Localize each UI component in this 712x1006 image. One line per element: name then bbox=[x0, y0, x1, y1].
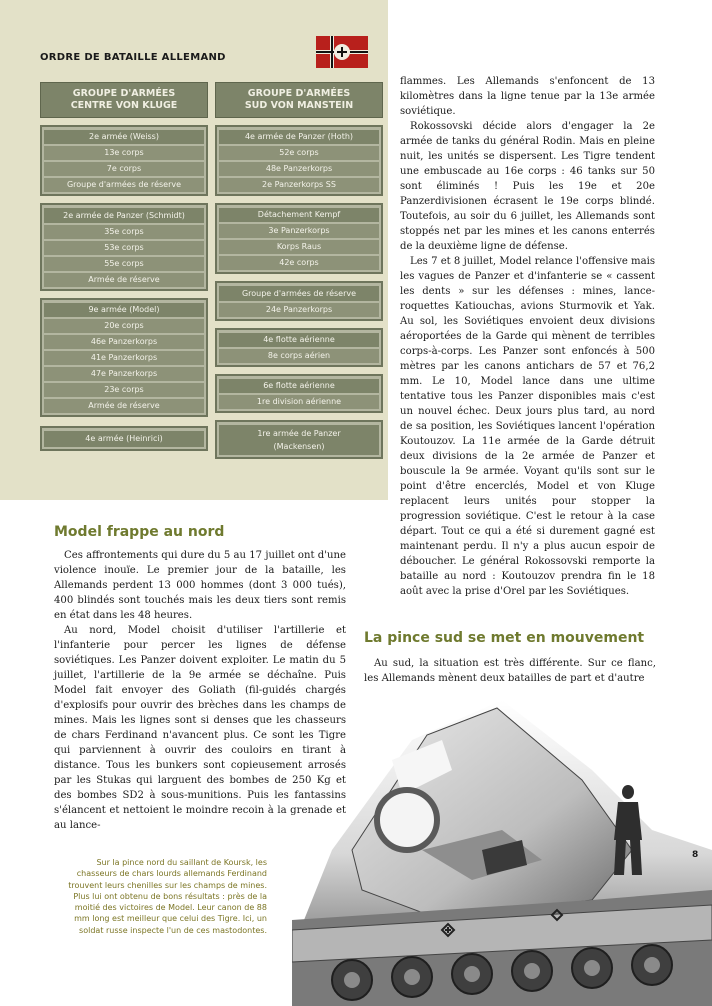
article-right-top bbox=[400, 74, 655, 599]
unit-row: 9e armée (Model) bbox=[44, 303, 204, 317]
unit-row: 6e flotte aérienne bbox=[219, 379, 379, 393]
unit-row: Groupe d'armées de réserve bbox=[219, 286, 379, 301]
unit-row: Korps Raus bbox=[219, 240, 379, 254]
unit-box bbox=[40, 203, 208, 291]
unit-row: 2e Panzerkorps SS bbox=[219, 178, 379, 192]
tank-photo bbox=[292, 700, 712, 1006]
paragraph: Les 7 et 8 juillet, Model relance l'offensive mais les vagues de Panzer et d'infanterie se « cassent les dents » sur les défenses : mines, lance-roquettes Katiouchas, avions Sturmovik et Yak. Au sol, les Soviétiques envoient deux divisions aéroportées de la Garde qui mènent de terribles corps-à-corps. Les Panzer sont enfoncés à 500 mètres par les canons antichars de 57 et 76,2 mm. Le 10, Model lance dans une ultime tentative tous les Panzer disponibles mais c'est un nouvel échec. Deux jours plus tard, au nord de sa position, les Soviétiques lancent l'opération Koutouzov. La 11e armée de la Garde détruit deux divisions de la 2e armée de Panzer et bouscule la 9e armée. Voyant qu'ils sont sur le point d'être encerclés, Model et von Kluge replacent leurs unités pour stopper la progression soviétique. C'est le retour à la case départ. Tout ce qui a été si durement gagné est maintenant perdu. Il n'y a plus aucun espoir de déboucher. Le général Rokossovski remporte la bataille au nord : Koutouzov prendra fin le 18 août avec la prise d'Orel par les Soviétiques. bbox=[400, 256, 656, 597]
unit-row: 47e Panzerkorps bbox=[44, 367, 204, 381]
unit-box bbox=[215, 328, 383, 367]
photo-caption: Sur la pince nord du saillant de Koursk, les chasseurs de chars lourds allemands Ferdinand trouvent leurs chenilles sur les champs de mines. Plus lui ont obtenu de bons résultats : près de la moitié des victoires de Model. Leur canon de 88 mm long est meilleur que celui des Tigre. Ici, un soldat russe inspecte l'un de ces mastodontes. bbox=[68, 858, 267, 935]
right-column-header: GROUPE D'ARMÉES SUD VON MANSTEIN bbox=[215, 82, 383, 118]
unit-row: 20e corps bbox=[44, 319, 204, 333]
unit-row: 55e corps bbox=[44, 257, 204, 271]
unit-row: 4e flotte aérienne bbox=[219, 333, 379, 347]
unit-row: 1re division aérienne bbox=[219, 395, 379, 409]
unit-row: 35e corps bbox=[44, 225, 204, 239]
unit-row: 1re armée de Panzer (Mackensen) bbox=[219, 425, 379, 455]
section-heading: La pince sud se met en mouvement bbox=[364, 630, 645, 646]
unit-box bbox=[215, 125, 383, 196]
unit-box bbox=[215, 374, 383, 413]
order-of-battle-panel bbox=[0, 0, 388, 500]
unit-row: Armée de réserve bbox=[44, 273, 204, 287]
unit-row: 4e armée de Panzer (Hoth) bbox=[219, 130, 379, 144]
unit-row: 2e armée (Weiss) bbox=[44, 130, 204, 144]
unit-box bbox=[40, 125, 208, 196]
paragraph: Au sud, la situation est très différente. Sur ce flanc, les Allemands mènent deux batailles de part et d'autre bbox=[364, 658, 656, 684]
unit-row: 4e armée (Heinrici) bbox=[44, 431, 204, 447]
unit-row: 23e corps bbox=[44, 383, 204, 397]
panel-title: ORDRE DE BATAILLE ALLEMAND bbox=[40, 52, 226, 63]
left-column bbox=[40, 82, 208, 451]
unit-row: 48e Panzerkorps bbox=[219, 162, 379, 176]
unit-row: Armée de réserve bbox=[44, 399, 204, 413]
paragraph: flammes. Les Allemands s'enfoncent de 13 kilomètres dans la ligne tenue par la 13e armée soviétique. bbox=[400, 76, 655, 117]
page-number: 8 bbox=[692, 850, 699, 860]
unit-box bbox=[215, 420, 383, 459]
paragraph: Au nord, Model choisit d'utiliser l'artillerie et l'infanterie pour percer les lignes de défense soviétiques. Les Panzer doivent exploiter. Le matin du 5 juillet, l'artillerie de la 9e armée se déchaîne. Puis Model fait envoyer des Goliath (fil-guidés chargés d'explosifs pour ouvrir des brèches dans les champs de mines. Mais les lignes sont si denses que les chasseurs de chars Ferdinand n'avancent plus. Ce sont les Tigre qui parviennent à ouvrir des couloirs en tirant à distance. Tous les bunkers sont copieusement arrosés par les Stukas qui larguent des bombes de 250 Kg et des bombes SD2 à sous-munitions. Puis les fantassins s'élancent et nettoient le moindre recoin à la grenade et au lance- bbox=[54, 625, 346, 831]
unit-row: 46e Panzerkorps bbox=[44, 335, 204, 349]
right-column bbox=[215, 82, 383, 459]
paragraph: Ces affrontements qui dure du 5 au 17 juillet ont d'une violence inouïe. Le premier jour de la bataille, les Allemands perdent 13 000 hommes (dont 3 000 tués), 400 blindés sont touchés mais les deux tiers sont remis en état dans les 48 heures. bbox=[54, 550, 346, 621]
unit-row: 42e corps bbox=[219, 256, 379, 270]
section-heading: Model frappe au nord bbox=[54, 524, 225, 540]
unit-row: 41e Panzerkorps bbox=[44, 351, 204, 365]
unit-row: Groupe d'armées de réserve bbox=[44, 178, 204, 192]
article-right-bottom bbox=[364, 656, 656, 686]
unit-row: 2e armée de Panzer (Schmidt) bbox=[44, 208, 204, 223]
unit-row: 24e Panzerkorps bbox=[219, 303, 379, 317]
unit-box bbox=[215, 281, 383, 321]
unit-row: 8e corps aérien bbox=[219, 349, 379, 363]
german-war-flag-icon bbox=[316, 36, 368, 68]
unit-row: 53e corps bbox=[44, 241, 204, 255]
unit-row: 13e corps bbox=[44, 146, 204, 160]
left-column-header: GROUPE D'ARMÉES CENTRE VON KLUGE bbox=[40, 82, 208, 118]
unit-row: Détachement Kempf bbox=[219, 208, 379, 222]
unit-box bbox=[40, 298, 208, 417]
unit-box bbox=[215, 203, 383, 274]
unit-row: 3e Panzerkorps bbox=[219, 224, 379, 238]
unit-row: 52e corps bbox=[219, 146, 379, 160]
unit-row: 7e corps bbox=[44, 162, 204, 176]
unit-box bbox=[40, 426, 208, 451]
paragraph: Rokossovski décide alors d'engager la 2e armée de tanks du général Rodin. Mais en pleine nuit, les unités se dispersent. Les Tigre tendent une embuscade au 16e corps : 46 tanks sur 50 sont éliminés ! Puis les 19e et 20e Panzerdivisionen écrasent le 19e corps blindé. Toutefois, au soir du 6 juillet, les Allemands sont stoppés net par les mines et les canons enterrés de la deuxième ligne de défense. bbox=[400, 121, 655, 252]
